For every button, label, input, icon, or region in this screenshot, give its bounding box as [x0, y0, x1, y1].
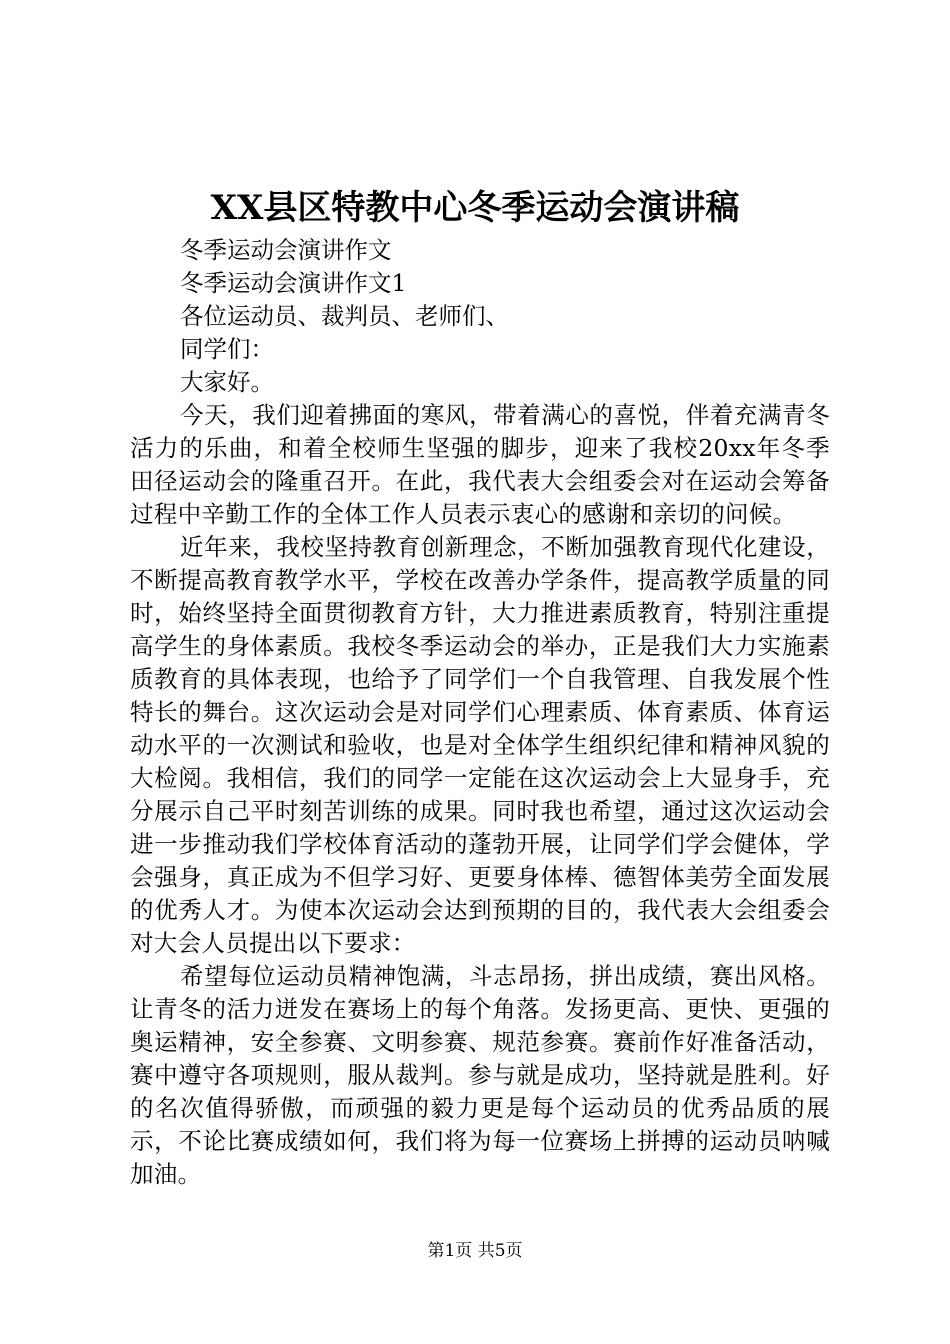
- body-paragraph: 近年来，我校坚持教育创新理念，不断加强教育现代化建设，不断提高教育教学水平，学校在改善办学条件，提高教学质量的同时，始终坚持全面贯彻教育方针，大力推进素质教育，特别注重提高学生的身体素质。我校冬季运动会的举办，正是我们大力实施素质教育的具体表现，也给予了同学们一个自我管理、自我发展个性特长的舞台。这次运动会是对同学们心理素质、体育素质、体育运动水平的一次测试和验收，也是对全体学生组织纪律和精神风貌的大检阅。我相信，我们的同学一定能在这次运动会上大显身手，充分展示自己平时刻苦训练的成果。同时我也希望，通过这次运动会进一步推动我们学校体育活动的蓬勃开展，让同学们学会健体，学会强身，真正成为不但学习好、更要身体棒、德智体美劳全面发展的优秀人才。为使本次运动会达到预期的目的，我代表大会组委会对大会人员提出以下要求：: [130, 533, 830, 957]
- page-footer: 第1页 共5页: [427, 1241, 523, 1261]
- subtitle-line: 冬季运动会演讲作文: [180, 236, 392, 264]
- salutation-line: 各位运动员、裁判员、老师们、: [180, 302, 509, 330]
- body-paragraph: 希望每位运动员精神饱满，斗志昂扬，拼出成绩，赛出风格。让青冬的活力迸发在赛场上的每个角落。发扬更高、更快、更强的奥运精神，安全参赛、文明参赛、规范参赛。赛前作好准备活动，赛中遵守各项规则，服从裁判。参与就是成功，坚持就是胜利。好的名次值得骄傲，而顽强的毅力更是每个运动员的优秀品质的展示，不论比赛成绩如何，我们将为每一位赛场上拼搏的运动员呐喊加油。: [130, 962, 830, 1188]
- body-paragraph: 今天，我们迎着拂面的寒风，带着满心的喜悦，伴着充满青冬活力的乐曲，和着全校师生坚强的脚步，迎来了我校20xx年冬季田径运动会的隆重召开。在此，我代表大会组委会对在运动会筹备过程中辛勤工作的全体工作人员表示衷心的感谢和亲切的问候。: [130, 401, 830, 528]
- subtitle-line: 冬季运动会演讲作文1: [180, 269, 407, 297]
- salutation-line: 同学们：: [180, 335, 274, 363]
- document-body: [130, 234, 830, 1191]
- greeting-line: 大家好。: [180, 368, 274, 396]
- document-title: XX县区特教中心冬季运动会演讲稿: [210, 188, 740, 228]
